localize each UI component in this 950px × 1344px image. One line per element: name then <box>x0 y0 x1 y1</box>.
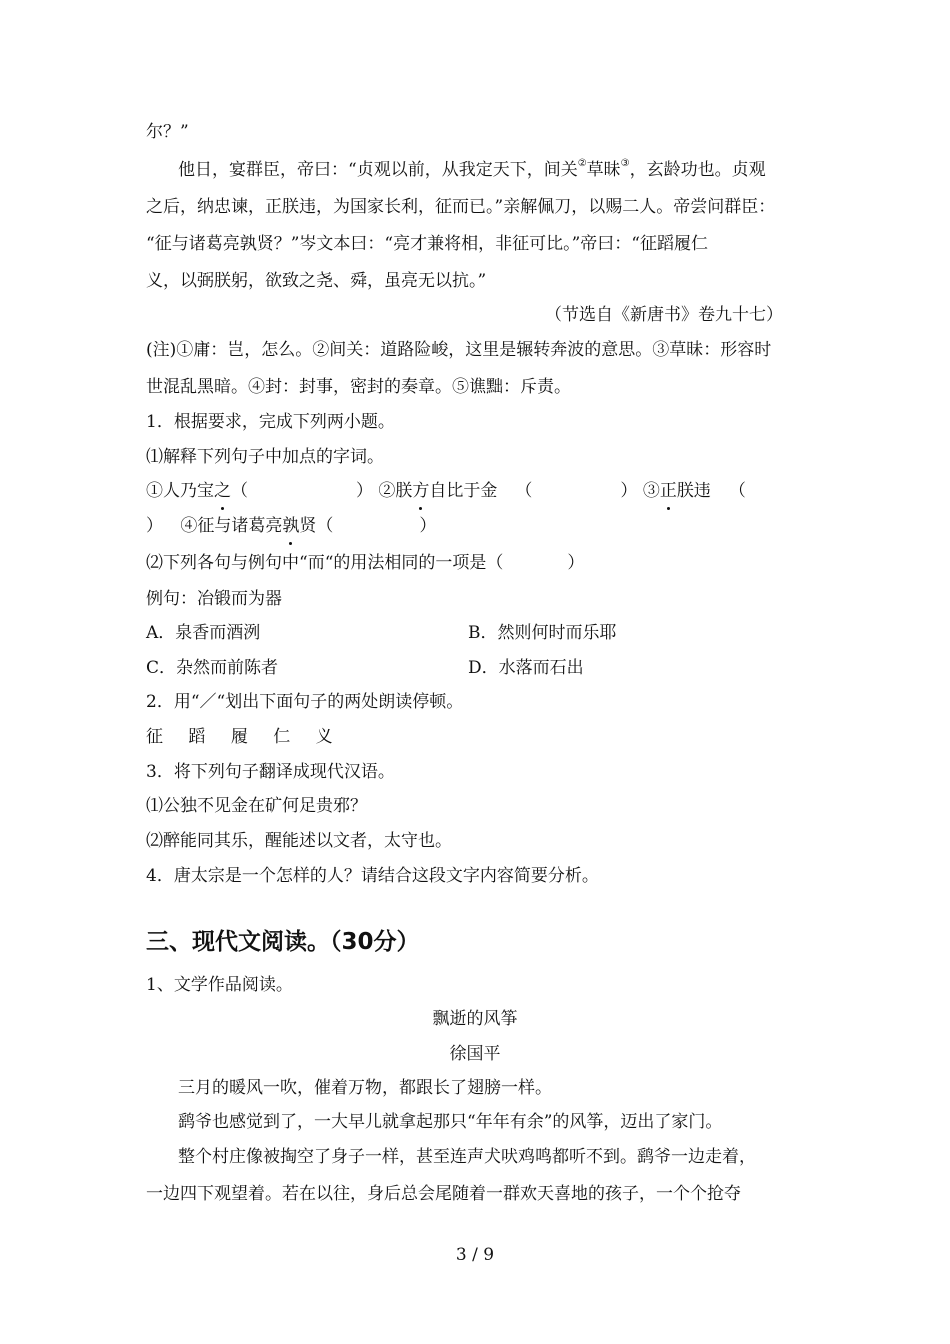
q1-item-3: ③正朕违 <box>642 481 711 501</box>
q1-item-4: ④征与诸葛亮孰贤（ <box>180 516 334 536</box>
article-paragraph-2: 鹞爷也感觉到了，一大早儿就拿起那只“年年有余”的风筝，迈出了家门。 <box>178 1112 723 1132</box>
page-number: 3 / 9 <box>455 1245 495 1265</box>
emphasis-dot-char: 孰 <box>282 516 300 536</box>
article-paragraph-1: 三月的暖风一吹，催着万物，都跟长了翅膀一样。 <box>178 1078 552 1098</box>
emphasis-dot-char: 方 <box>412 481 430 501</box>
q3-sentence-1: ⑴公独不见金在矿何足贵邪？ <box>146 796 367 816</box>
q1-item-2: ②朕方自比于金 <box>378 481 498 501</box>
q1-option-d: D．水落而石出 <box>468 658 584 678</box>
q1-sub2: ⑵下列各句与例句中“而“的用法相同的一项是（ ） <box>146 553 585 573</box>
passage-line-5: 义，以弼朕躬，欲致之尧、舜，虽亮无以抗。” <box>146 271 487 291</box>
q1-items-row-2: ） ④征与诸葛亮孰贤（ ） <box>146 516 437 536</box>
q1-option-b: B．然则何时而乐耶 <box>468 623 617 643</box>
note-marker-3: ③ <box>620 158 630 169</box>
passage-source: （节选自《新唐书》卷九十七） <box>545 305 783 325</box>
emphasis-dot-char: 正 <box>659 481 677 501</box>
notes-line-1: (注)①庸：岂，怎么。②间关：道路险峻，这里是辗转奔波的意思。③草昧：形容时 <box>146 340 772 360</box>
q1-items-row-1: ①人乃宝之（ ） ②朕方自比于金 （ ） ③正朕违 （ <box>146 481 746 501</box>
section-heading: 三、现代文阅读。（30分） <box>146 929 420 955</box>
q2-title: 2．用“／“划出下面句子的两处朗读停顿。 <box>146 692 464 712</box>
notes-line-2: 世混乱黑暗。④封：封事，密封的奏章。⑤谯黜：斥责。 <box>146 377 571 397</box>
q1-example: 例句：冶锻而为器 <box>146 589 282 609</box>
q1-sub1: ⑴解释下列句子中加点的字词。 <box>146 447 384 467</box>
article-author: 徐国平 <box>449 1044 501 1064</box>
emphasis-dot-char: 之 <box>214 481 231 501</box>
passage-line-2: 他日，宴群臣，帝曰：“贞观以前，从我定天下，间关②草昧③，玄龄功也。贞观 <box>178 158 766 180</box>
q4-title: 4．唐太宗是一个怎样的人？请结合这段文字内容简要分析。 <box>146 866 599 886</box>
q1-option-c: C．杂然而前陈者 <box>146 658 279 678</box>
article-paragraph-3-cont: 一边四下观望着。若在以往，身后总会尾随着一群欢天喜地的孩子，一个个抢夺 <box>146 1184 741 1204</box>
article-paragraph-3: 整个村庄像被掏空了身子一样，甚至连声犬吠鸡鸣都听不到。鹞爷一边走着， <box>178 1147 756 1167</box>
q3-sentence-2: ⑵醉能同其乐，醒能述以文者，太守也。 <box>146 831 452 851</box>
passage-line-1: 尔？” <box>146 122 189 142</box>
q1-option-a: A．泉香而酒洌 <box>146 623 261 643</box>
article-title: 飘逝的风筝 <box>432 1009 518 1029</box>
passage-line-3: 之后，纳忠谏，正朕违，为国家长利，征而已。”亲解佩刀，以赐二人。帝尝问群臣： <box>146 197 776 217</box>
section-subtitle: 1、文学作品阅读。 <box>146 975 293 995</box>
q3-title: 3．将下列句子翻译成现代汉语。 <box>146 762 395 782</box>
q2-sentence: 征 蹈 履 仁 义 <box>146 727 333 747</box>
q1-item-1: ①人乃宝之（ <box>146 481 248 501</box>
q1-title: 1．根据要求，完成下列两小题。 <box>146 412 395 432</box>
passage-line-4: “征与诸葛亮孰贤？”岑文本曰：“亮才兼将相，非征可比。”帝曰：“征蹈履仁 <box>146 234 708 254</box>
note-marker-2: ② <box>577 158 587 169</box>
